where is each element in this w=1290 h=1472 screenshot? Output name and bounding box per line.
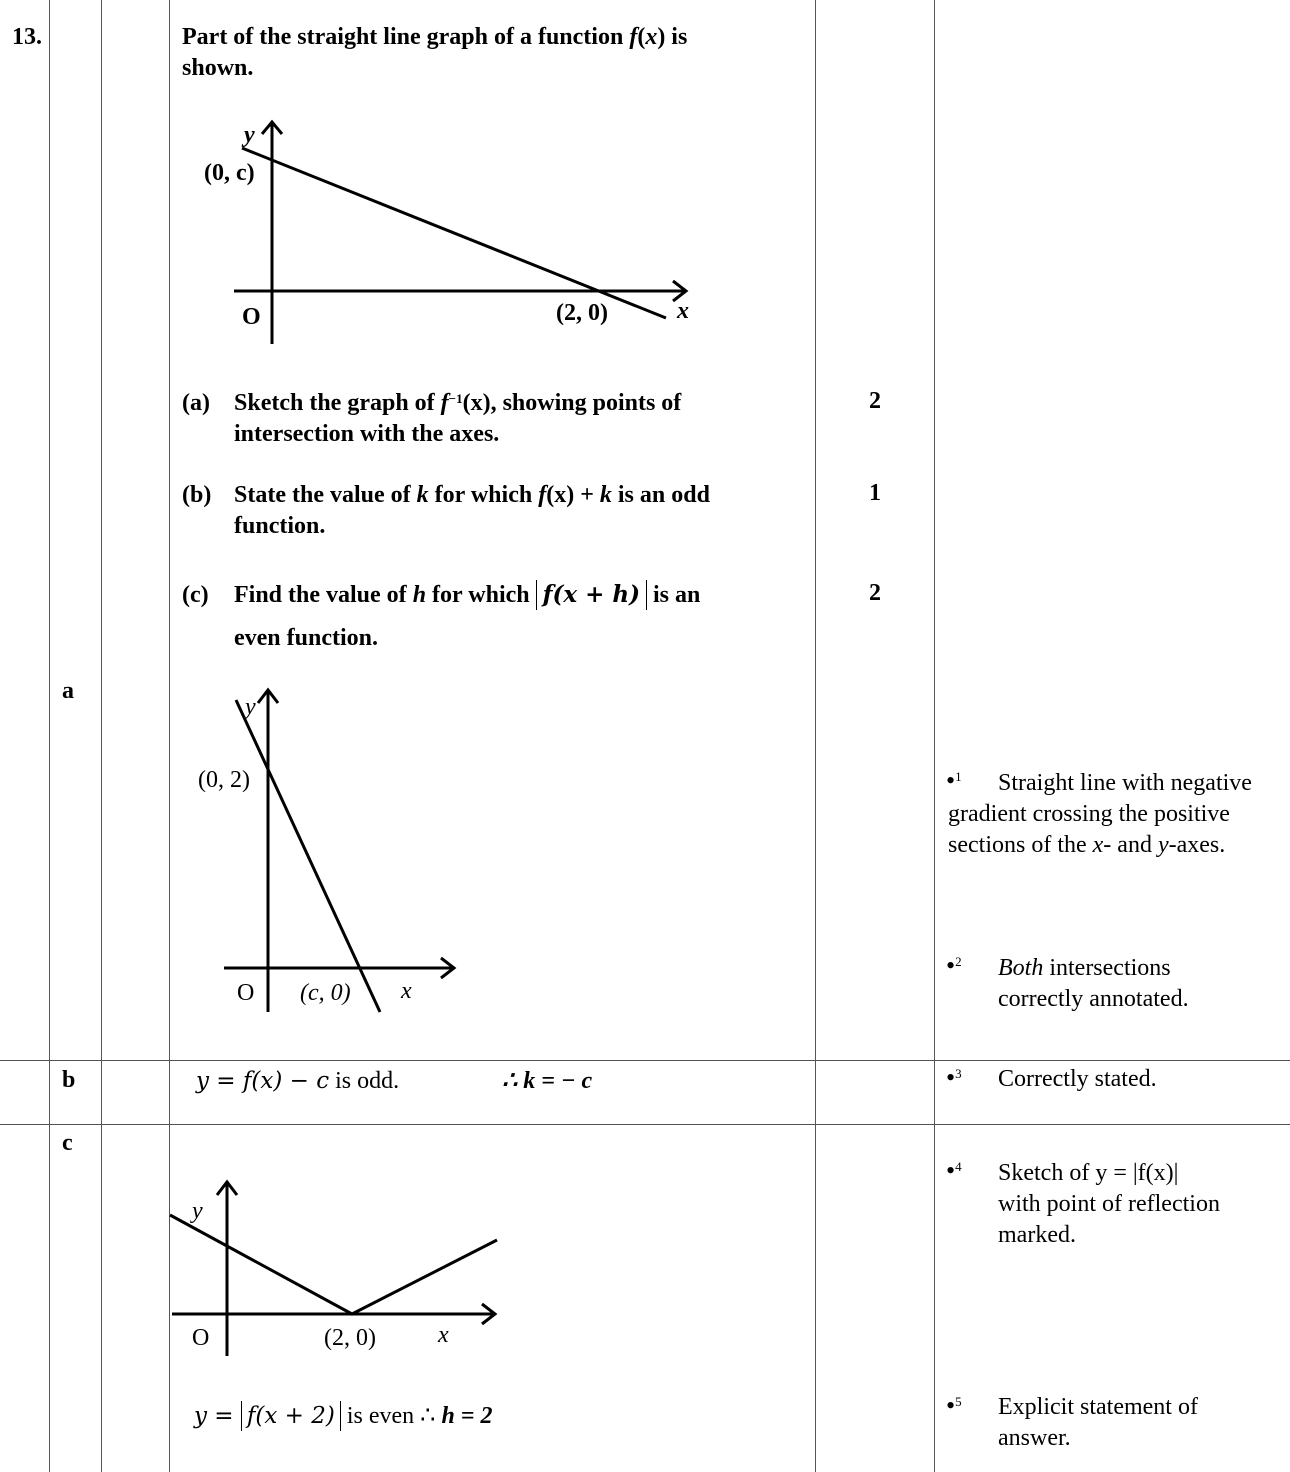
part-b-label: (b) bbox=[182, 482, 212, 508]
question-stem: Part of the straight line graph of a function f(x) is bbox=[182, 24, 688, 50]
part-c-marks: 2 bbox=[869, 580, 881, 606]
y-axis-label: y bbox=[192, 1198, 203, 1224]
x-axis-label: x bbox=[677, 298, 689, 324]
origin-label: O bbox=[242, 304, 261, 330]
marking-note-5: Explicit statement of answer. bbox=[998, 1394, 1198, 1451]
part-c-label: (c) bbox=[182, 582, 209, 608]
solution-row-c-label: c bbox=[62, 1130, 73, 1156]
marking-bullet-1: •$^1$ bbox=[946, 766, 962, 795]
x-intercept-label: (c, 0) bbox=[300, 980, 351, 1006]
marking-bullet-2: •$^2$ bbox=[946, 951, 962, 980]
origin-label: O bbox=[237, 980, 255, 1006]
x-intercept-label: (2, 0) bbox=[556, 300, 608, 326]
part-a-label: (a) bbox=[182, 390, 210, 416]
y-intercept-label: (0, 2) bbox=[198, 767, 250, 793]
part-b-text-line2: function. bbox=[234, 513, 326, 539]
question-number: 13. bbox=[12, 24, 42, 50]
solution-row-a-label: a bbox=[62, 678, 74, 704]
solution-row-c-abs-expression: f(x + 2) bbox=[241, 1401, 341, 1431]
y-axis-label: y bbox=[244, 122, 255, 148]
x-axis-label: x bbox=[438, 1322, 449, 1348]
marking-bullet-4: •$^4$ bbox=[946, 1156, 962, 1185]
solution-row-b-answer: ∴ k = − c bbox=[502, 1068, 593, 1094]
origin-label: O bbox=[192, 1325, 210, 1351]
part-a-marks: 2 bbox=[869, 388, 881, 414]
marking-note-1: Straight line with negative gradient crossing the positive sections of the x- and y-axes. bbox=[948, 770, 1252, 858]
part-c-text-line2: even function. bbox=[234, 625, 378, 651]
marking-note-3: Correctly stated. bbox=[998, 1066, 1157, 1092]
solution-row-b-working: y = f(x) − c is odd. bbox=[196, 1068, 400, 1094]
marking-bullet-3: •$^3$ bbox=[946, 1063, 962, 1092]
solution-row-b-label: b bbox=[62, 1067, 76, 1093]
part-c-abs-expression: f(x + h) bbox=[536, 580, 647, 610]
question-stem-line2: shown. bbox=[182, 55, 254, 81]
part-b-marks: 1 bbox=[869, 480, 881, 506]
marking-bullet-5: •$^5$ bbox=[946, 1391, 962, 1420]
marking-note-4: Sketch of y = |f(x)| with point of reflection marked. bbox=[998, 1160, 1220, 1248]
part-a-text-line2: intersection with the axes. bbox=[234, 421, 500, 447]
y-intercept-label: (0, c) bbox=[204, 160, 255, 186]
y-axis-label: y bbox=[245, 694, 256, 720]
solution-row-c-working: y = f(x + 2) is even ∴ h = 2 bbox=[194, 1403, 493, 1429]
part-a-text: Sketch the graph of $f^{-1}(x)$, showing points of bbox=[234, 390, 682, 416]
abs-function-v-shape bbox=[170, 1215, 497, 1314]
marking-note-2: Both intersections correctly annotated. bbox=[998, 955, 1189, 1012]
part-c-text: Find the value of h for which f(x + h) is an bbox=[234, 581, 701, 608]
x-intercept-label: (2, 0) bbox=[324, 1325, 376, 1351]
part-b-text: State the value of k for which f(x) + k is an odd bbox=[234, 482, 710, 508]
x-axis-label: x bbox=[401, 978, 412, 1004]
